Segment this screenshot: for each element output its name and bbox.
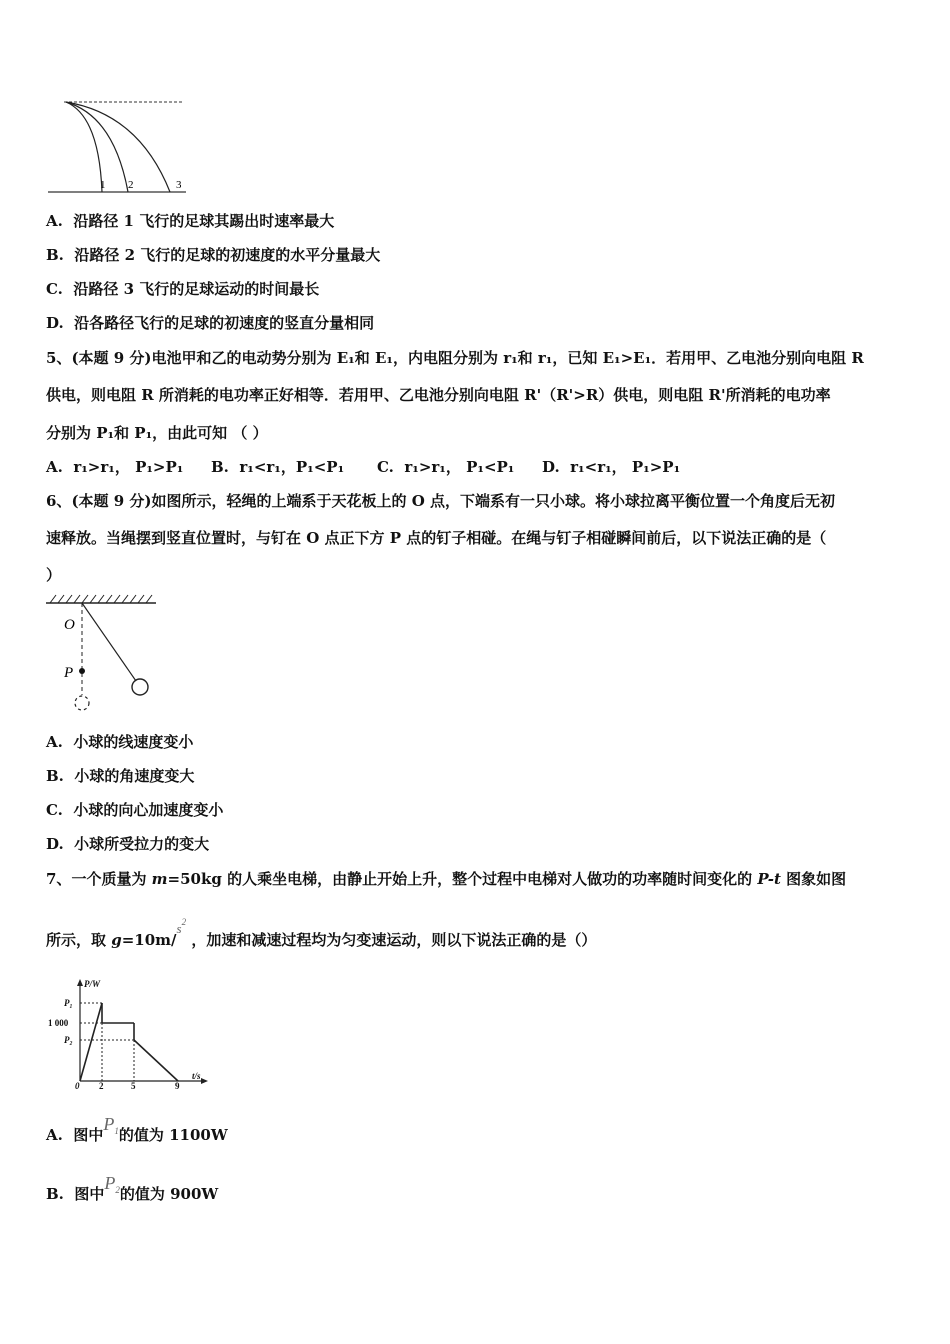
x-tick-0: 0 <box>75 1081 80 1090</box>
x-tick-9: 9 <box>175 1081 180 1090</box>
q6-option-c[interactable]: C. 小球的向心加速度变小 <box>46 801 224 819</box>
y-tick-p1: P₁ <box>64 998 73 1008</box>
path-label-1: 1 <box>100 179 106 191</box>
path-label-3: 3 <box>176 179 182 191</box>
q6-option-a[interactable]: A. 小球的线速度变小 <box>46 733 194 751</box>
trajectory-figure <box>44 96 194 198</box>
y-axis-label: P/W <box>84 979 101 989</box>
q4-option-a[interactable]: A. 沿路径 1 飞行的足球其踢出时速率最大 <box>46 212 335 230</box>
point-o-label: O <box>64 617 75 633</box>
path-label-2: 2 <box>128 179 134 191</box>
x-axis-label: t/s <box>192 1071 201 1081</box>
q5-option-d[interactable]: D. r₁<r₁， P₁>P₁ <box>542 458 681 476</box>
x-tick-5: 5 <box>131 1081 136 1090</box>
pendulum-figure <box>44 591 164 716</box>
q4-option-d[interactable]: D. 沿各路径飞行的足球的初速度的竖直分量相同 <box>46 314 375 332</box>
q5-option-a[interactable]: A. r₁>r₁， P₁>P₁ <box>46 458 184 476</box>
q5-option-b[interactable]: B. r₁<r₁，P₁<P₁ <box>211 458 345 476</box>
q5-option-c[interactable]: C. r₁>r₁， P₁<P₁ <box>377 458 515 476</box>
q7-option-b[interactable]: B. 图中$P^2$的值为 900W <box>46 1173 219 1203</box>
q5-stem-line3: 分别为 P₁和 P₁，由此可知 （ ） <box>46 424 268 442</box>
x-tick-2: 2 <box>99 1081 104 1090</box>
q7-option-a[interactable]: A. 图中$P^1$的值为 1100W <box>46 1114 228 1144</box>
q5-stem-line1: 5、(本题 9 分)电池甲和乙的电动势分别为 E₁和 E₁，内电阻分别为 r₁和 r₁，已知 E₁>E₁．若用甲、乙电池分别向电阻 R <box>46 349 864 367</box>
y-tick-p2: P₂ <box>64 1035 73 1045</box>
q4-option-c[interactable]: C. 沿路径 3 飞行的足球运动的时间最长 <box>46 280 320 298</box>
power-time-graph <box>44 975 219 1090</box>
q6-stem-line1: 6、(本题 9 分)如图所示，轻绳的上端系于天花板上的 O 点，下端系有一只小球。将小球拉离平衡位置一个角度后无初 <box>46 492 836 510</box>
q6-stem-line2: 速释放。当绳摆到竖直位置时，与钉在 O 点正下方 P 点的钉子相碰。在绳与钉子相碰瞬间前后，以下说法正确的是（ <box>46 529 827 547</box>
q6-stem-line3: ） <box>46 566 62 584</box>
q6-option-b[interactable]: B. 小球的角速度变大 <box>46 767 195 785</box>
y-tick-1000: 1 000 <box>48 1018 69 1028</box>
q6-option-d[interactable]: D. 小球所受拉力的变大 <box>46 835 210 853</box>
q5-stem-line2: 供电，则电阻 R 所消耗的电功率正好相等．若用甲、乙电池分别向电阻 R'（R'>R）供电，则电阻 R'所消耗的电功率 <box>46 386 831 404</box>
q7-stem-line2: 所示，取 $g=10m/s^2$ ，加速和减速过程均为匀变速运动，则以下说法正确的是（） <box>46 917 597 949</box>
q4-option-b[interactable]: B. 沿路径 2 飞行的足球的初速度的水平分量最大 <box>46 246 381 264</box>
q7-stem-line1: 7、一个质量为 m=50kg 的人乘坐电梯，由静止开始上升，整个过程中电梯对人做功的功率随时间变化的 P-t 图象如图 <box>46 870 847 888</box>
point-p-label: P <box>64 665 74 681</box>
